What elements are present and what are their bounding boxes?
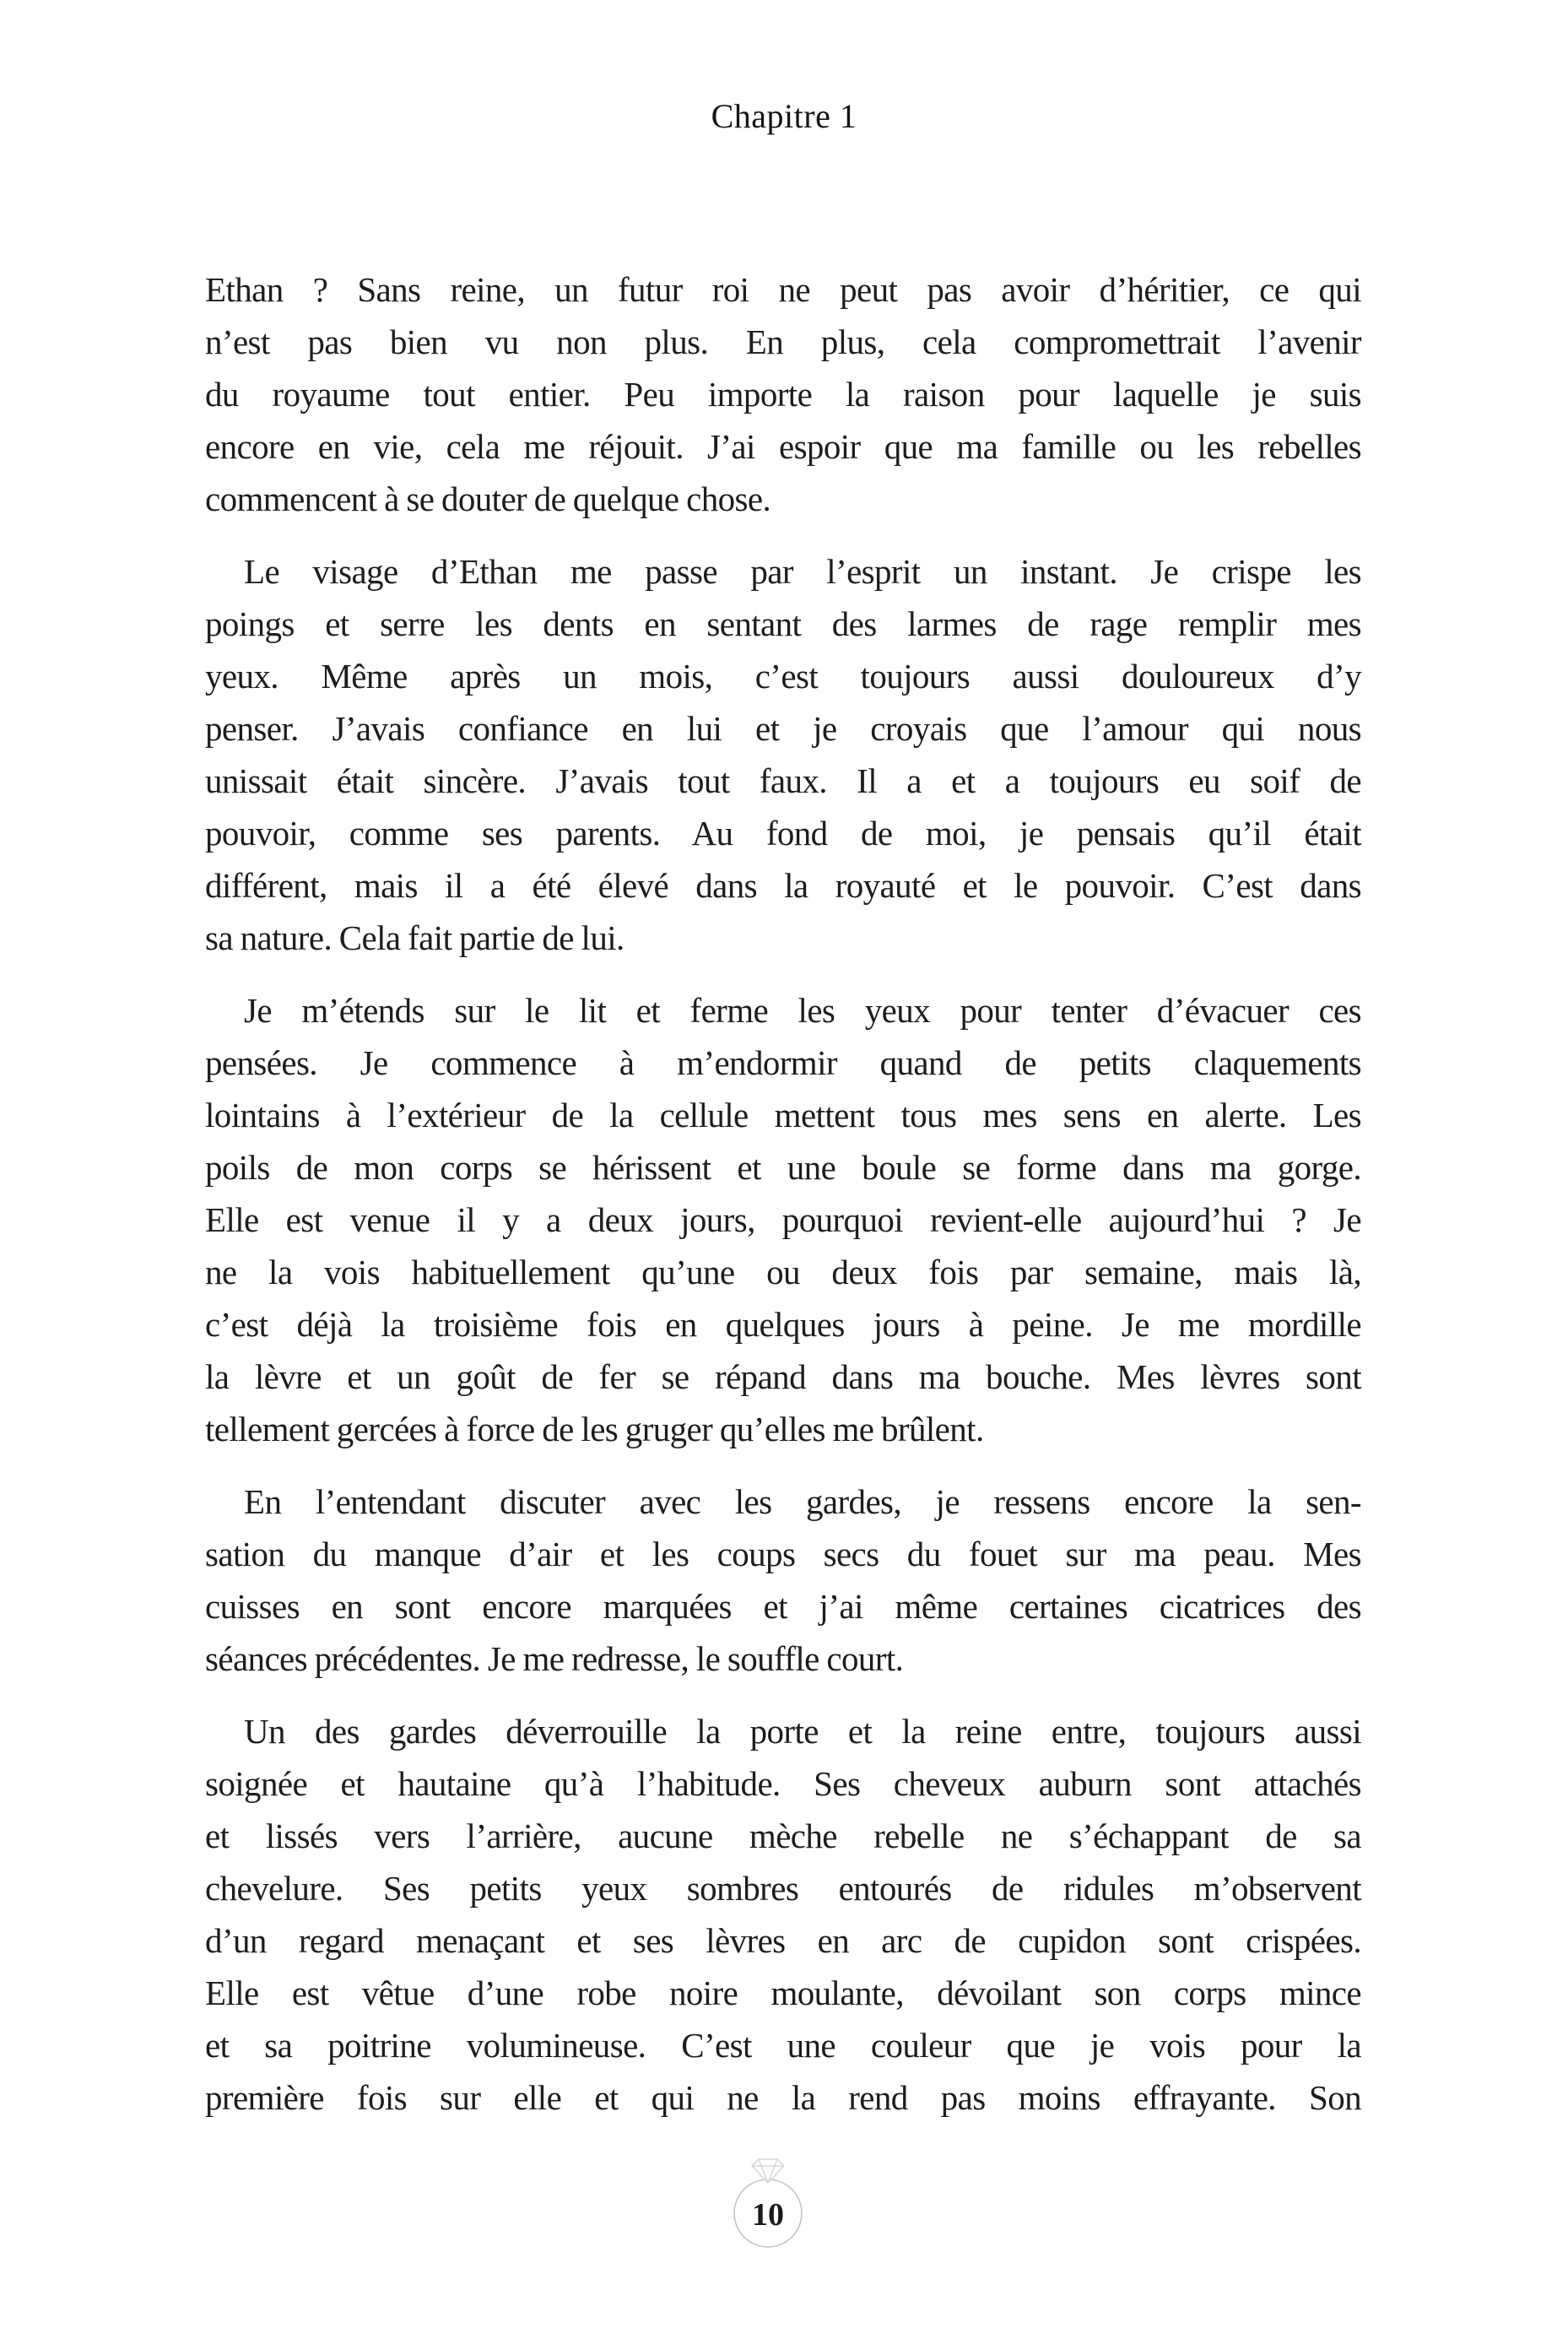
text-line: ne la vois habituellement qu’une ou deux fois par semaine, mais là, [205,1253,1361,1291]
page-footer [733,2157,803,2249]
text-line: poings et serre les dents en sentant des larmes de rage remplir mes [205,604,1361,643]
text-line: chevelure. Ses petits yeux sombres entourés de ridules m’observent [205,1869,1361,1908]
text-line: tellement gercées à force de les gruger qu’elles me brûlent. [205,1410,984,1448]
text-line: poils de mon corps se hérissent et une boule se forme dans ma gorge. [205,1148,1361,1187]
text-line: unissait était sincère. J’avais tout faux. Il a et a toujours eu soif de [205,761,1361,800]
text-line: lointains à l’extérieur de la cellule mettent tous mes sens en alerte. Les [205,1096,1361,1134]
paragraph [205,984,1361,1455]
text-line: pouvoir, comme ses parents. Au fond de moi, je pensais qu’il était [205,814,1361,853]
text-line: sa nature. Cela fait partie de lui. [205,918,624,957]
text-line: soignée et hautaine qu’à l’habitude. Ses cheveux auburn sont attachés [205,1764,1361,1803]
text-line: encore en vie, cela me réjouit. J’ai espoir que ma famille ou les rebelles [205,427,1361,466]
text-line: c’est déjà la troisième fois en quelques jours à peine. Je me mordille [205,1305,1361,1344]
paragraph [205,545,1361,964]
text-line: cuisses en sont encore marquées et j’ai même certaines cicatrices des [205,1587,1361,1626]
text-line: la lèvre et un goût de fer se répand dans ma bouche. Mes lèvres sont [205,1357,1361,1396]
text-line: pensées. Je commence à m’endormir quand de petits claquements [205,1043,1361,1082]
text-line: Ethan ? Sans reine, un futur roi ne peut pas avoir d’héritier, ce qui [205,270,1361,309]
text-line: Je m’étends sur le lit et ferme les yeux pour tenter d’évacuer ces [244,991,1361,1030]
paragraph [205,1475,1361,1685]
body-text [205,263,1361,2124]
text-line: Elle est venue il y a deux jours, pourquoi revient-elle aujourd’hui ? Je [205,1200,1361,1239]
text-line: commencent à se douter de quelque chose. [205,479,771,518]
text-line: yeux. Même après un mois, c’est toujours aussi douloureux d’y [205,657,1361,696]
text-line: du royaume tout entier. Peu importe la raison pour laquelle je suis [205,375,1361,414]
paragraph [205,263,1361,525]
text-line: sation du manque d’air et les coups secs du fouet sur ma peau. Mes [205,1535,1361,1573]
text-line: En l’entendant discuter avec les gardes, je ressens encore la sen- [244,1482,1361,1521]
text-line: d’un regard menaçant et ses lèvres en arc de cupidon sont crispées. [205,1921,1361,1960]
text-line: penser. J’avais confiance en lui et je croyais que l’amour qui nous [205,709,1361,748]
paragraph [205,1705,1361,2124]
text-line: et sa poitrine volumineuse. C’est une couleur que je vois pour la [205,2026,1361,2065]
text-line: séances précédentes. Je me redresse, le souffle court. [205,1639,904,1678]
text-line: n’est pas bien vu non plus. En plus, cela compromettrait l’avenir [205,322,1361,361]
text-line: Elle est vêtue d’une robe noire moulante, dévoilant son corps mince [205,1973,1361,2012]
text-line: différent, mais il a été élevé dans la royauté et le pouvoir. C’est dans [205,866,1361,905]
text-line: première fois sur elle et qui ne la rend pas moins effrayante. Son [205,2078,1361,2117]
text-line: Un des gardes déverrouille la porte et la reine entre, toujours aussi [244,1712,1361,1751]
page-number: 10 [752,2197,784,2233]
chapter-title: Chapitre 1 [711,97,857,135]
text-line: Le visage d’Ethan me passe par l’esprit un instant. Je crispe les [244,552,1361,591]
text-line: et lissés vers l’arrière, aucune mèche rebelle ne s’échappant de sa [205,1816,1361,1855]
